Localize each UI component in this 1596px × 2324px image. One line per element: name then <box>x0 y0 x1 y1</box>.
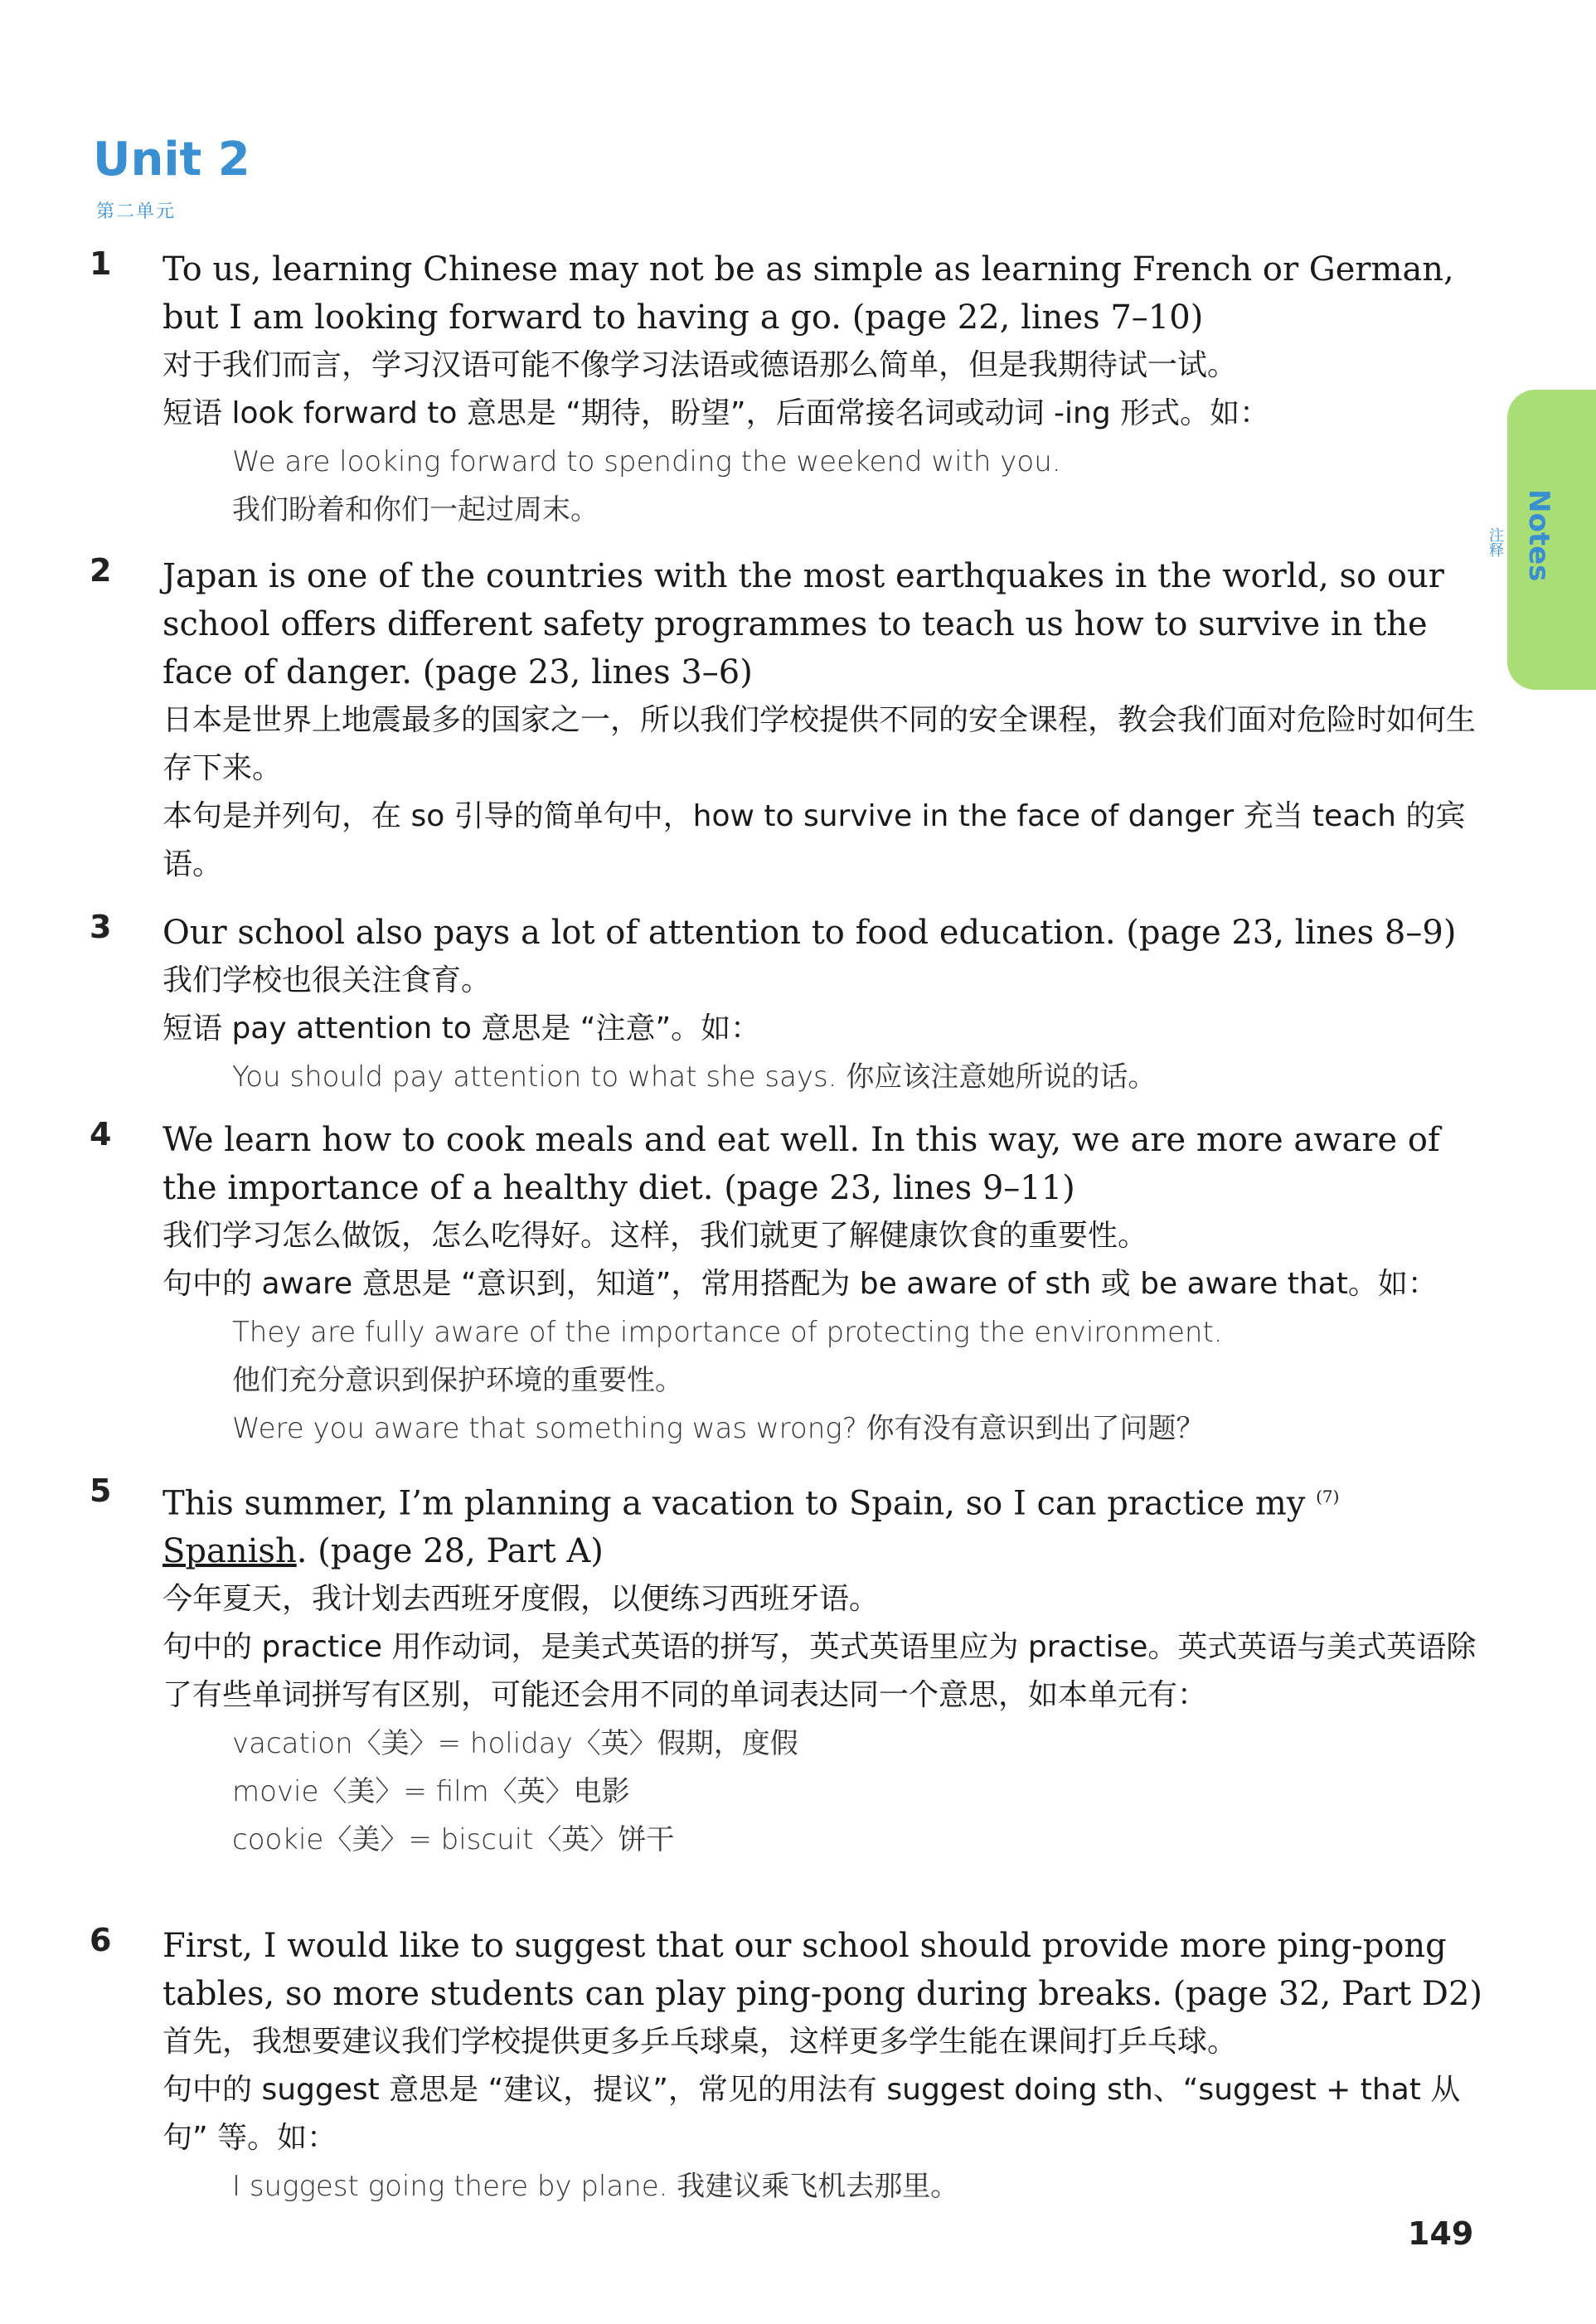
note-explanation: 短语 pay attention to 意思是 “注意”。如： <box>163 1012 761 1046</box>
note-number: 1 <box>90 245 112 282</box>
notes-tab-cn-label: 注释 <box>1487 527 1504 557</box>
note-chinese-translation: 我们学校也很关注食育。 <box>163 963 492 997</box>
note-example: We are looking forward to spending the weekend with you. <box>232 445 1061 478</box>
note-example: They are fully aware of the importance of protecting the environment. <box>232 1316 1223 1349</box>
note-chinese-translation: 我们学习怎么做饭，怎么吃得好。这样，我们就更了解健康饮食的重要性。 <box>163 1219 1148 1253</box>
note-example: 我们盼着和你们一起过周末。 <box>232 493 599 526</box>
footnote-marker: (7) <box>1316 1487 1340 1506</box>
note-english-sentence: First, I would like to suggest that our school should provide more ping-pong tables, so more students can play ping-pong during breaks. (page 32, Part D2) <box>163 1927 1483 2013</box>
note-english-sentence: Our school also pays a lot of attention to food education. (page 23, lines 8–9) <box>163 914 1457 952</box>
sentence-text: This summer, I’m planning a vacation to Spain, so I can practice my <box>163 1484 1317 1523</box>
note-english-sentence: Japan is one of the countries with the most earthquakes in the world, so our school offers different safety programmes to teach us how to survive in the face of danger. (page 23, lines 3–6) <box>163 557 1444 691</box>
sentence-text: . (page 28, Part A) <box>296 1532 604 1571</box>
notes-tab-label: Notes <box>1522 489 1555 582</box>
note-example: vacation〈美〉= holiday〈英〉假期，度假 <box>232 1727 798 1761</box>
note-english-sentence: We learn how to cook meals and eat well. In this way, we are more aware of the importance of a healthy diet. (page 23, lines 9–11) <box>163 1121 1440 1207</box>
note-body <box>163 1116 1489 1453</box>
note-example: cookie〈美〉= biscuit〈英〉饼干 <box>232 1823 675 1857</box>
note-number: 2 <box>90 552 112 589</box>
note-body <box>163 1922 1489 2210</box>
note-explanation: 本句是并列句，在 so 引导的简单句中，how to survive in the face of danger 充当 teach 的宾语。 <box>163 799 1466 881</box>
note-body <box>163 909 1489 1101</box>
note-number: 5 <box>90 1473 112 1509</box>
unit-title: Unit 2 <box>93 133 250 187</box>
note-example: Were you aware that something was wrong? 你有没有意识到出了问题？ <box>232 1412 1205 1445</box>
note-example: 他们充分意识到保护环境的重要性。 <box>232 1364 683 1397</box>
note-explanation: 句中的 suggest 意思是 “建议，提议”，常见的用法有 suggest doing sth、“suggest + that 从句” 等。如： <box>163 2073 1461 2155</box>
note-chinese-translation: 日本是世界上地震最多的国家之一，所以我们学校提供不同的安全课程，教会我们面对危险时如何生存下来。 <box>163 703 1477 785</box>
note-chinese-translation: 对于我们而言，学习汉语可能不像学习法语或德语那么简单，但是我期待试一试。 <box>163 348 1238 382</box>
note-chinese-translation: 今年夏天，我计划去西班牙度假，以便练习西班牙语。 <box>163 1582 880 1617</box>
note-explanation: 句中的 practice 用作动词，是美式英语的拼写，英式英语里应为 practise。英式英语与美式英语除了有些单词拼写有区别，可能还会用不同的单词表达同一个意思，如本单元有： <box>163 1630 1477 1713</box>
note-body <box>163 1473 1489 1864</box>
note-number: 3 <box>90 909 112 945</box>
note-explanation: 短语 look forward to 意思是 “期待，盼望”，后面常接名词或动词 -ing 形式。如： <box>163 396 1270 430</box>
note-number: 4 <box>90 1116 112 1152</box>
note-body <box>163 552 1489 889</box>
note-example: movie〈美〉= film〈英〉电影 <box>232 1775 630 1809</box>
unit-subtitle: 第二单元 <box>96 201 177 222</box>
note-body <box>163 245 1489 534</box>
underlined-word: Spanish <box>163 1532 297 1571</box>
note-chinese-translation: 首先，我想要建议我们学校提供更多乒乓球桌，这样更多学生能在课间打乒乓球。 <box>163 2025 1238 2059</box>
note-english-sentence: To us, learning Chinese may not be as simple as learning French or German, but I am looking forward to having a go. (page 22, lines 7–10) <box>163 250 1454 337</box>
note-example: I suggest going there by plane. 我建议乘飞机去那里。 <box>232 2170 959 2203</box>
note-number: 6 <box>90 1922 112 1958</box>
note-english-sentence <box>163 1473 1489 1575</box>
note-explanation: 句中的 aware 意思是 “意识到，知道”，常用搭配为 be aware of sth 或 be aware that。如： <box>163 1267 1438 1301</box>
note-example: You should pay attention to what she says. 你应该注意她所说的话。 <box>232 1060 1157 1094</box>
page-number: 149 <box>1408 2215 1474 2252</box>
